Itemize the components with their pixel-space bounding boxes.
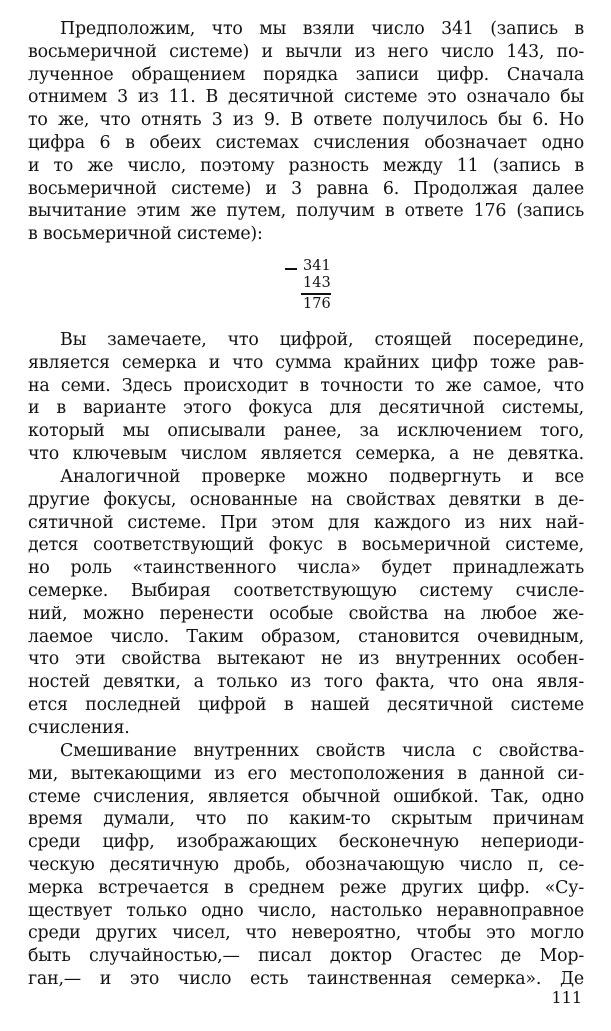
text-line: и то же число, поэтому разность между 11 (запись в: [28, 155, 584, 176]
text-line: Предположим, что мы взяли число 341 (запись в: [60, 19, 584, 39]
minuend: 341: [303, 258, 331, 274]
paragraph-de-morgan: [28, 740, 584, 991]
text-line: Вы замечаете, что цифрой, стоящей посередине,: [60, 330, 584, 350]
text-line: Смешивание внутренних свойств числа с свойства-: [60, 741, 584, 761]
text-line: и в варианте этого фокуса для десятичной системы,: [28, 398, 584, 419]
text-line: что эти свойства вытекают не из внутренних особен-: [28, 649, 584, 670]
text-line: который мы описывали ранее, за исключением того,: [28, 421, 584, 442]
text-line: другие фокусы, основанные на свойствах девятки в де-: [28, 489, 584, 510]
text-line: счисления.: [28, 717, 130, 738]
paragraph-octal-subtraction: [28, 18, 584, 246]
text-line: лученное обращением порядка записи цифр. Сначала: [28, 64, 584, 85]
text-line: цифра 6 в обеих системах счисления обозначает одно: [28, 132, 584, 153]
text-line: стеме счисления, является обычной ошибкой. Так, одно: [28, 786, 584, 807]
result: 176: [303, 296, 331, 312]
text-line: дется соответствующий фокус в восьмеричной системе,: [28, 535, 584, 556]
subtraction-calculation: [283, 258, 343, 316]
text-line: лаемое число. Таким образом, становится очевидным,: [28, 626, 584, 647]
text-line: является семерка и что сумма крайних цифр тоже рав-: [28, 352, 584, 373]
minus-sign: [285, 268, 297, 270]
paragraph-seven-observation: [28, 329, 584, 466]
text-line: отнимем 3 из 11. В десятичной системе это означало бы: [28, 87, 584, 108]
text-line: в восьмеричной системе):: [28, 224, 263, 245]
text-line: восьмеричной системе) и 3 равна 6. Продолжая далее: [28, 178, 584, 199]
text-line: быть случайностью,— писал доктор Огастес де Мор-: [28, 946, 584, 967]
text-line: вычитание этим же путем, получим в ответе 176 (запись: [28, 201, 584, 222]
book-page: [28, 18, 588, 1018]
page-number: 111: [551, 988, 582, 1007]
text-line: что ключевым числом является семерка, а не девятка.: [28, 443, 584, 464]
text-line: восьмеричной системе) и вычли из него число 143, по-: [28, 41, 584, 62]
text-line: ностей девятки, а только из того факта, что она явля-: [28, 672, 584, 693]
text-line: ществует только одно число, настолько неравноправное: [28, 900, 584, 921]
text-line: ний, можно перенести особые свойства на любое же-: [28, 603, 584, 624]
text-line: то же, что отнять 3 из 9. В ответе получилось бы 6. Но: [28, 110, 584, 131]
text-line: ми, вытекающими из его местоположения в данной си-: [28, 763, 584, 784]
text-line: но роль «таинственного числа» будет принадлежать: [28, 558, 584, 579]
text-line: среди других чисел, что невероятно, чтобы это могло: [28, 923, 584, 944]
result-bar: [301, 293, 331, 295]
text-line: ган,— и это число есть таинственная семерка». Де: [28, 968, 584, 989]
text-line: Аналогичной проверке можно подвергнуть и все: [60, 467, 584, 487]
text-line: мерка встречается в среднем реже других цифр. «Су-: [28, 877, 584, 898]
text-line: на семи. Здесь происходит в точности то же самое, что: [28, 375, 584, 396]
text-line: среди цифр, изображающих бесконечную непериоди-: [28, 832, 584, 853]
text-line: ется последней цифрой в нашей десятичной системе: [28, 694, 584, 715]
text-line: сятичной системе. При этом для каждого из них най-: [28, 512, 584, 533]
text-line: семерке. Выбирая соответствующую систему счисле-: [28, 580, 584, 601]
subtrahend: 143: [303, 275, 331, 291]
text-line: время думали, что по каким-то скрытым причинам: [28, 809, 584, 830]
paragraph-other-tricks: [28, 466, 584, 740]
text-line: ческую десятичную дробь, обозначающую число π, се-: [28, 854, 584, 875]
